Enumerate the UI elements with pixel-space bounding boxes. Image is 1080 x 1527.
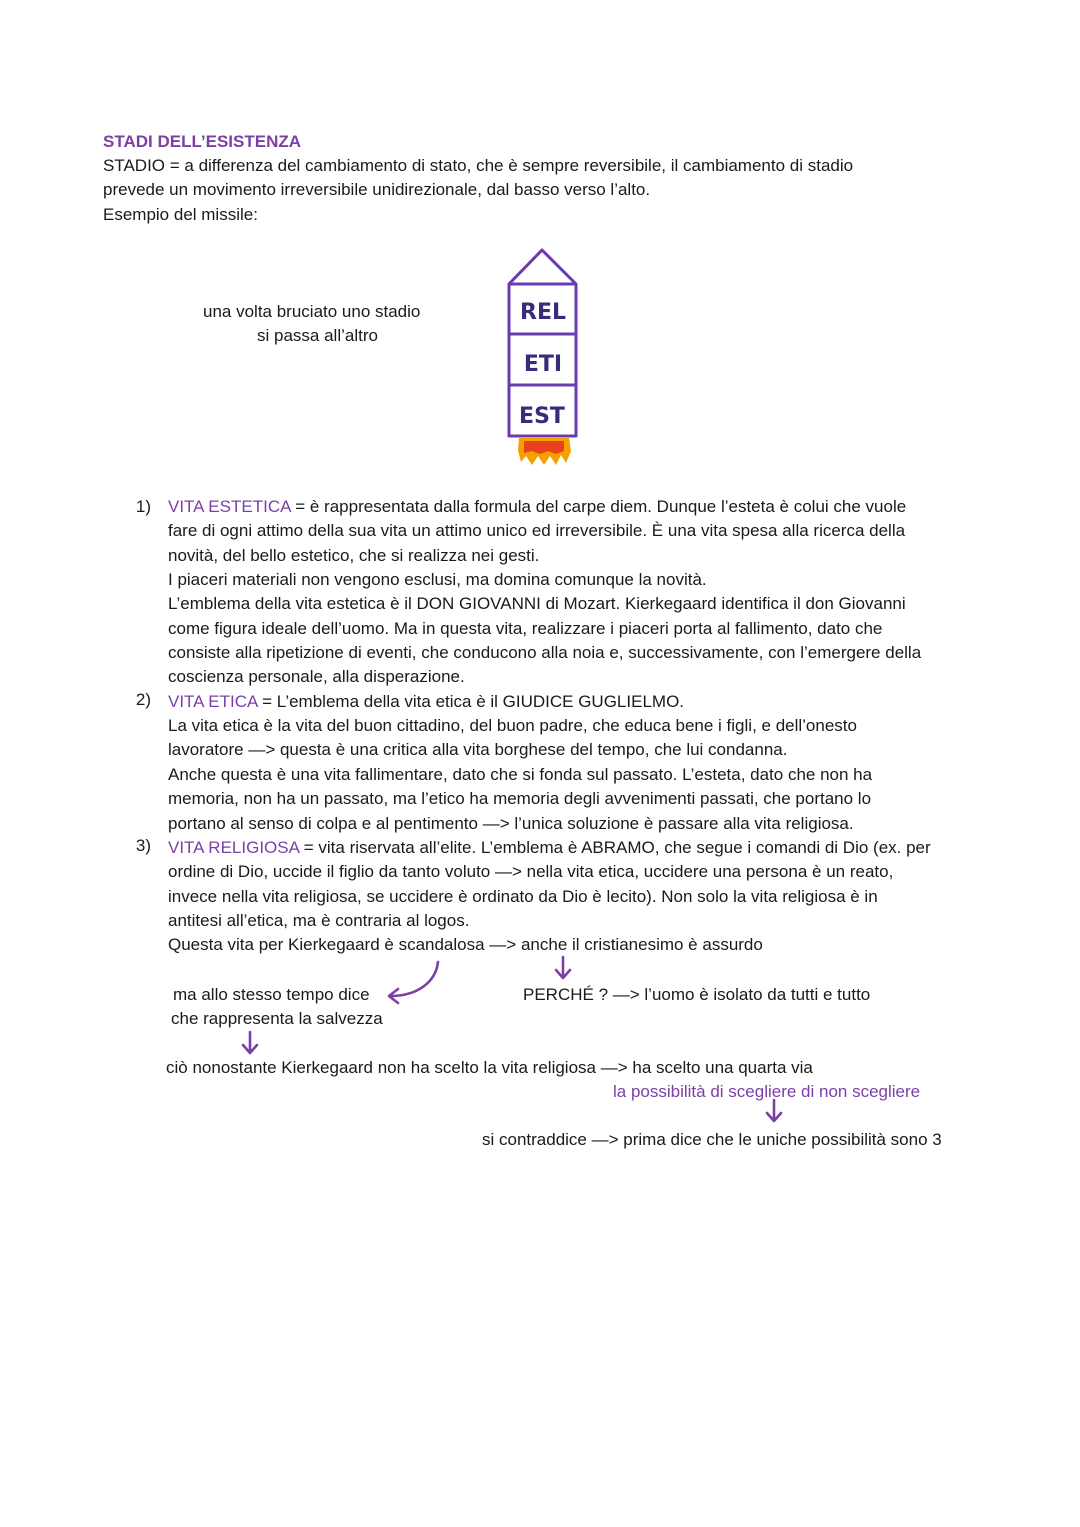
arrow-down-icon <box>240 1030 260 1056</box>
rocket-caption: una volta bruciato uno stadio <box>203 302 421 321</box>
conclusion-text: ciò nonostante Kierkegaard non ha scelto la vita religiosa —> ha scelto una quarta via <box>166 1058 813 1077</box>
intro-line: STADIO = a differenza del cambiamento di stato, che è sempre reversibile, il cambiamento di stadio <box>103 156 854 175</box>
list-item-line: consiste alla ripetizione di eventi, che conducono alla noia e, successivamente, con l’emergere della <box>168 643 922 662</box>
rocket-stage-label: EST <box>519 404 565 429</box>
list-item-first-line: VITA RELIGIOSA = vita riservata all’elite. L’emblema è ABRAMO, che segue i comandi di Dio (ex. per <box>168 838 931 857</box>
list-item-line: La vita etica è la vita del buon cittadino, del buon padre, che educa bene i figli, e dell’onesto <box>168 716 857 735</box>
arrow-down-icon <box>764 1098 784 1124</box>
arrow-down-icon <box>553 955 573 981</box>
note-right: PERCHÉ ? —> l’uomo è isolato da tutti e tutto <box>523 985 871 1004</box>
term-label: VITA ESTETICA <box>168 497 291 516</box>
list-item-line: coscienza personale, alla disperazione. <box>168 667 465 686</box>
list-item-line: fare di ogni attimo della sua vita un attimo unico ed irreversibile. È una vita spesa alla ricerca della <box>168 521 906 540</box>
rocket-nose <box>509 250 576 284</box>
intro-line: prevede un movimento irreversibile unidirezionale, dal basso verso l’alto. <box>103 180 651 199</box>
list-item-line: invece nella vita religiosa, se uccidere è ordinato da Dio è lecito). Non solo la vita religiosa è in <box>168 887 878 906</box>
note-left-line: ma allo stesso tempo dice <box>173 985 370 1004</box>
rocket-stage-label: ETI <box>523 352 563 377</box>
list-number: 2) <box>135 690 151 709</box>
list-item-line: portano al senso di colpa e al pentimento —> l’unica soluzione è passare alla vita religiosa. <box>168 814 854 833</box>
list-number: 3) <box>135 836 151 855</box>
contradiction-text: si contraddice —> prima dice che le uniche possibilità sono 3 <box>482 1130 942 1149</box>
list-item-line: L’emblema della vita estetica è il DON GIOVANNI di Mozart. Kierkegaard identifica il don Giovanni <box>168 594 906 613</box>
term-label: VITA RELIGIOSA <box>168 838 300 857</box>
list-item-line: memoria, non ha un passato, ma l’etico ha memoria degli avvenimenti passati, che portano lo <box>168 789 872 808</box>
note-left-line: che rappresenta la salvezza <box>171 1009 383 1028</box>
list-item-line: Questa vita per Kierkegaard è scandalosa —> anche il cristianesimo è assurdo <box>168 935 763 954</box>
list-number: 1) <box>135 497 151 516</box>
list-item-line: Anche questa è una vita fallimentare, dato che si fonda sul passato. L’esteta, dato che non ha <box>168 765 873 784</box>
rocket-stage-label: REL <box>520 300 566 325</box>
page-title: STADI DELL’ESISTENZA <box>103 132 302 151</box>
rocket-diagram <box>500 245 590 475</box>
list-item-first-line: VITA ESTETICA = è rappresentata dalla formula del carpe diem. Dunque l’esteta è colui che vuole <box>168 497 907 516</box>
list-item-first-line: VITA ETICA = L’emblema della vita etica è il GIUDICE GUGLIELMO. <box>168 692 685 711</box>
term-label: VITA ETICA <box>168 692 258 711</box>
curved-arrow-icon <box>380 958 450 1008</box>
list-item-line: lavoratore —> questa è una critica alla vita borghese del tempo, che lui condanna. <box>168 740 788 759</box>
rocket-caption: si passa all’altro <box>257 326 378 345</box>
fourth-way-text: la possibilità di scegliere di non scegliere <box>613 1082 921 1101</box>
list-item-line: antitesi all’etica, ma è contraria al logos. <box>168 911 470 930</box>
list-item-line: ordine di Dio, uccide il figlio da tanto voluto —> nella vita etica, uccidere una persona è un reato, <box>168 862 894 881</box>
list-item-line: novità, del bello estetico, che si realizza nei gesti. <box>168 546 540 565</box>
list-item-line: I piaceri materiali non vengono esclusi, ma domina comunque la novità. <box>168 570 707 589</box>
list-item-line: come figura ideale dell’uomo. Ma in questa vita, realizzare i piaceri porta al fallimento, dato che <box>168 619 883 638</box>
intro-line: Esempio del missile: <box>103 205 258 224</box>
